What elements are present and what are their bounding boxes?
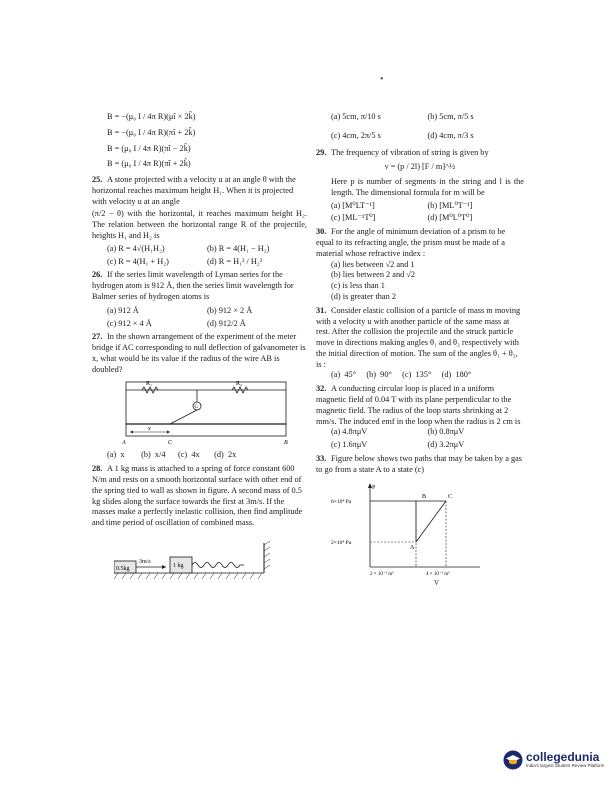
label-x: x xyxy=(148,426,151,433)
label-r1: R₁ xyxy=(146,381,153,388)
q24-options xyxy=(92,112,307,170)
question-text: In the shown arrangement of the experiment of the meter bridge if AC corresponding to null deflection of galvanometer is x, what would be its value if the radius of the wire AB is doubled? xyxy=(92,332,306,374)
option-a: (a) 912 Å xyxy=(107,305,139,315)
label-velocity: 3m/s xyxy=(139,558,151,565)
question-30 xyxy=(316,227,524,302)
label-a: A xyxy=(410,545,415,552)
question-number: 33. xyxy=(316,453,327,463)
label-mass1: 0.5kg xyxy=(116,565,130,572)
question-text-2: (π/2 − θ) with the horizontal, it reaches maximum height H₂. The relation between the horizontal range R of the projectile, heights H₁ and H₂ is xyxy=(92,209,307,241)
q28-option-a: (a) 5cm, π/10 s xyxy=(331,112,381,121)
label-v: V xyxy=(434,579,440,588)
option-c: (c) is less than 1 xyxy=(331,281,385,291)
question-text: Figure below shows two paths that may be taken by a gas to go from a state A to a state (c) xyxy=(316,453,523,474)
label-va: 2 × 10⁻³ m³ xyxy=(370,572,394,578)
question-number: 28. xyxy=(92,464,103,474)
spring xyxy=(192,562,244,567)
question-31 xyxy=(316,306,524,381)
question-number: 30. xyxy=(316,227,327,237)
logo-name: collegedunia xyxy=(526,750,600,765)
option-a: (a) [M⁰LT⁻¹] xyxy=(331,200,375,210)
question-32 xyxy=(316,384,524,451)
formula: ν = (p / 2l) [F / m]^½ xyxy=(384,162,456,172)
q28-options xyxy=(331,112,524,142)
q24-option-a: B = −(μ₀ I / 4π R)(μî × 2k̂) xyxy=(107,112,196,121)
label-b: B xyxy=(284,440,288,447)
options-row: (a) x (b) x/4 (c) 4x (d) 2x xyxy=(107,450,237,460)
question-text: A conducting circular loop is placed in a uniform magnetic field of 0.04 T with its plane perpendicular to the magnetic field. The radius of the loop starts shrinking at 2 mm/s. The induced emf in the loop when the radius is 2 cm is xyxy=(316,384,521,426)
label-p2: 2×10⁴ Pa xyxy=(331,540,352,547)
q24-option-b: B = −(μ₀ I / 4π R)(πî + 2k̂) xyxy=(107,127,196,137)
option-c: (c) R = 4(H₁ + H₂) xyxy=(107,256,169,266)
option-d: (d) 912/2 Å xyxy=(207,318,246,328)
option-c: (c) 1.6πμV xyxy=(331,440,368,450)
option-c: (c) 912 × 4 Å xyxy=(107,318,152,328)
question-26 xyxy=(92,270,307,329)
label-p1: 6×10⁴ Pa xyxy=(331,499,352,506)
option-b: (b) [ML⁰T⁻¹] xyxy=(427,200,473,210)
q28-option-c: (c) 4cm, 2π/5 s xyxy=(331,130,381,140)
spring-mass-figure xyxy=(114,533,294,581)
question-text: A stone projected with a velocity u at an angle θ with the horizontal reaches maximum height H₁. When it is projected with velocity u at an angle xyxy=(92,175,296,206)
jockey-wire xyxy=(170,410,197,424)
floor-hatch xyxy=(114,573,262,579)
option-b: (b) R = 4(H₁ − H₂) xyxy=(207,243,270,253)
question-27 xyxy=(92,332,307,461)
label-p: P xyxy=(372,485,376,492)
label-c: C xyxy=(168,440,173,447)
q28-option-b: (b) 5cm, π/5 s xyxy=(427,112,474,121)
question-number: 25. xyxy=(92,175,103,185)
meter-bridge-figure xyxy=(112,378,302,450)
right-column xyxy=(316,112,524,592)
q24-option-d: B = (μ₀ I / 4π R)(πî + 2k̂) xyxy=(107,159,191,169)
option-b: (b) 0.8πμV xyxy=(427,427,465,437)
label-g: G xyxy=(194,405,199,411)
question-29 xyxy=(316,148,524,225)
label-mass2: 1 kg xyxy=(173,562,184,569)
question-number: 29. xyxy=(316,147,327,157)
q24-option-c: B = (μ₀ I / 4π R)(πî − 2k̂) xyxy=(107,143,191,153)
option-d: (d) is greater than 2 xyxy=(331,291,396,301)
question-number: 26. xyxy=(92,270,103,280)
graduation-cap-icon xyxy=(503,750,523,770)
question-number: 31. xyxy=(316,305,327,315)
question-text: If the series limit wavelength of Lyman series for the hydrogen atom is 912 Å, then the series limit wavelength for Balmer series of hydrogen atoms is xyxy=(92,270,294,301)
option-d: (d) R = H₁² / H₂² xyxy=(207,256,263,266)
pv-diagram xyxy=(330,479,500,579)
question-number: 27. xyxy=(92,332,103,342)
question-25 xyxy=(92,175,307,267)
option-b: (b) 912 × 2 Å xyxy=(207,305,253,315)
question-text: For the angle of minimum deviation of a prism to be equal to its refracting angle, the prism must be made of a material whose refractive index : xyxy=(316,227,506,258)
path-a-to-c xyxy=(416,501,446,542)
option-d: (d) [M⁰L⁰T⁰] xyxy=(427,213,473,223)
question-text: Consider elastic collision of a particle of mass m moving with a velocity u with another particle of the same mass at rest. After the collision the projectile and the struck particle move in directions making angles θ₁ and θ₂ respectively with the initial direction of motion. The sum of the angles θ₁ + θ₂, is : xyxy=(316,305,521,369)
option-a: (a) 4.8πμV xyxy=(331,427,368,437)
question-text-2: Here p is number of segments in the string and l is the length. The dimensional formula for m will be xyxy=(331,177,524,197)
question-text: The frequency of vibration of string is given by xyxy=(331,147,489,157)
option-b: (b) lies between 2 and √2 xyxy=(331,270,416,280)
label-c: C xyxy=(448,494,453,501)
question-text: A 1 kg mass is attached to a spring of force constant 600 N/m and rests on a smooth horizontal surface with other end of the spring tied to wall as shown in figure. A second mass of 0.5 kg slides along the surface towards the first at 3m/s. If the masses make a perfectly inelastic collision, then find amplitude and time period of oscillation of combined mass. xyxy=(92,464,303,528)
label-a: A xyxy=(122,440,126,447)
q28-option-d: (d) 4cm, π/3 s xyxy=(427,130,474,140)
option-a: (a) lies between √2 and 1 xyxy=(331,259,415,269)
wall-hatch xyxy=(264,541,270,569)
left-column xyxy=(92,112,307,584)
header-mark: • xyxy=(380,74,384,85)
options-row: (a) 45° (b) 90° (c) 135° (d) 180° xyxy=(331,370,472,380)
label-b: B xyxy=(422,494,427,501)
label-vc: 4 × 10⁻³ m³ xyxy=(426,572,450,578)
option-c: (c) [ML⁻¹T⁰] xyxy=(331,213,376,223)
option-a: (a) R = 4√(H₁H₂) xyxy=(107,243,165,253)
label-r2: R₂ xyxy=(236,381,243,388)
question-number: 32. xyxy=(316,384,327,394)
question-28 xyxy=(92,464,307,581)
logo-tagline: India's largest Student Review Platform xyxy=(526,763,605,769)
option-d: (d) 3.2πμV xyxy=(427,440,465,450)
question-33 xyxy=(316,454,524,589)
collegedunia-logo xyxy=(503,750,604,770)
